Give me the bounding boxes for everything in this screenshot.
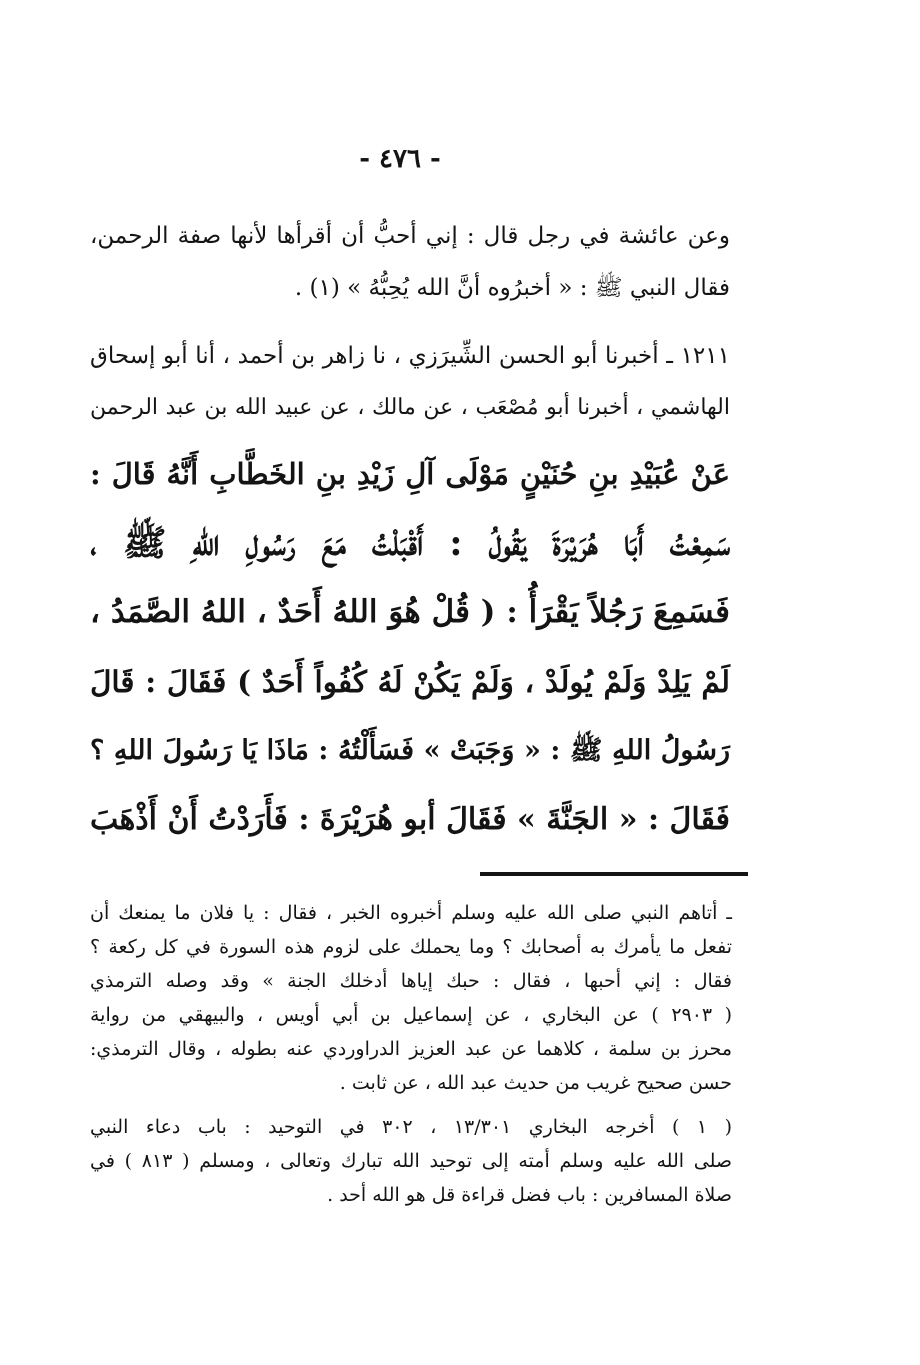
page-number: - ٤٧٦ - <box>359 144 441 174</box>
intro-line: وعن عائشة في رجل قال : إني أحبُّ أن أقرأها لأنها صفة الرحمن، <box>90 223 730 249</box>
hadith-text <box>90 440 730 854</box>
footnote-line: صلاة المسافرين : باب فضل قراءة قل هو الله أحد . <box>327 1184 732 1206</box>
footnote-line: محرز بن سلمة ، كلاهما عن عبد العزيز الدراوردي عنه بطوله ، وقال الترمذي: <box>90 1038 732 1060</box>
footnote-line: ( ٢٩٠٣ ) عن البخاري ، عن إسماعيل بن أبي أويس ، والبيهقي من رواية <box>90 1004 733 1026</box>
isnad-line: الهاشمي ، أخبرنا أبو مُصْعَب ، عن مالك ، عن عبيد الله بن عبد الرحمن <box>90 395 730 420</box>
footnote-line: ـ أتاهم النبي صلى الله عليه وسلم أخبروه الخبر ، فقال : يا فلان ما يمنعك أن <box>90 902 732 924</box>
footnote-1 <box>90 1110 732 1212</box>
isnad-line: ١٢١١ ـ أخبرنا أبو الحسن الشِّيرَزي ، نا زاهر بن أحمد ، أنا أبو إسحاق <box>90 343 730 369</box>
intro-paragraph <box>90 210 730 314</box>
hadith-line: عَنْ عُبَيْدِ بنِ حُنَيْنٍ مَوْلَى آلِ زَيْدِ بنِ الخَطَّابِ أَنَّهُ قَالَ : <box>90 457 730 491</box>
footnotes <box>90 896 732 1212</box>
footnote-line: صلى الله عليه وسلم أمته إلى توحيد الله تبارك وتعالى ، ومسلم ( ٨١٣ ) في <box>90 1150 732 1172</box>
intro-line: فقال النبي ﷺ : « أخبرُوه أنَّ الله يُحِبُّهُ » (١) . <box>294 275 730 301</box>
hadith-line: فَسَمِعَ رَجُلاً يَقْرَأُ : ( قُلْ هُوَ اللهُ أَحَدٌ ، اللهُ الصَّمَدُ ، <box>90 594 730 630</box>
footnote-line: حسن صحيح غريب من حديث عبد الله ، عن ثابت . <box>339 1072 732 1094</box>
footnote-line: فقال : إني أحبها ، فقال : حبك إياها أدخلك الجنة » وقد وصله الترمذي <box>90 970 732 992</box>
isnad-paragraph <box>90 330 730 434</box>
footnote-continued <box>90 896 732 1100</box>
hadith-line: سَمِعْتُ أَبَا هُرَيْرَةَ يَقُولُ : أَقْبَلْتُ مَعَ رَسُولِ اللهِ ﷺ ، <box>90 522 730 564</box>
footnote-line: تفعل ما يأمرك به أصحابك ؟ وما يحملك على لزوم هذه السورة في كل ركعة ؟ <box>90 936 732 958</box>
hadith-line: رَسُولُ اللهِ ﷺ : « وَجَبَتْ » فَسَأَلْتُهُ : مَاذَا يَا رَسُولَ اللهِ ؟ <box>90 735 730 766</box>
hadith-line: فَقَالَ : « الجَنَّةَ » فَقَالَ أبو هُرَيْرَةَ : فَأَرَدْتُ أَنْ أَذْهَبَ <box>90 802 730 837</box>
hadith-line: لَمْ يَلِدْ وَلَمْ يُولَدْ ، وَلَمْ يَكُنْ لَهُ كُفُواً أَحَدٌ ) فَقَالَ : قَالَ <box>90 664 730 699</box>
footnote-separator <box>480 872 748 876</box>
footnote-line: ( ١ ) أخرجه البخاري ١٣/٣٠١ ، ٣٠٢ في التوحيد : باب دعاء النبي <box>90 1116 733 1138</box>
